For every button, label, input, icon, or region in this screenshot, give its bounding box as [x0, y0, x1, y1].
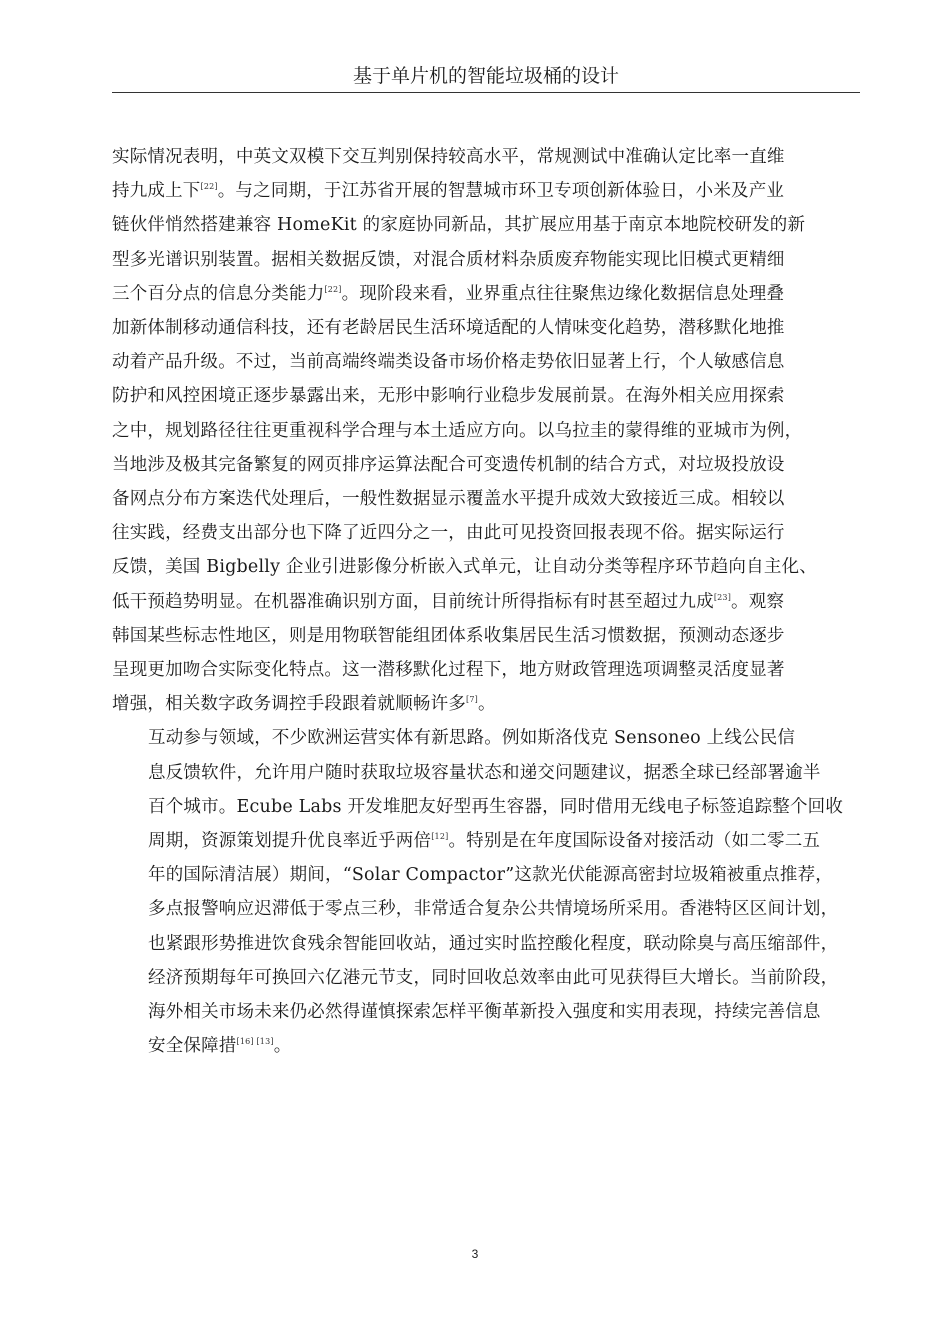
text-line: [112, 824, 860, 858]
body-text: [112, 140, 860, 1063]
line-text: 动着产品升级。不过，当前高端终端类设备市场价格走势依旧显著上行，个人敏感信息: [112, 352, 785, 373]
text-line: [112, 550, 860, 584]
line-text: 年的国际清洁展）期间，“Solar Compactor”这款光伏能源高密封垃圾箱被重点推荐，: [148, 865, 833, 886]
line-text: 之中，规划路径往往更重视科学合理与本土适应方向。以乌拉圭的蒙得维的亚城市为例，: [112, 420, 803, 441]
line-text-continued: 。与之同期，于江苏省开展的智慧城市环卫专项创新体验日，小米及产业: [217, 181, 785, 202]
line-text: 当地涉及极其完备繁复的网页排序运算法配合可变遗传机制的结合方式，对垃圾投放设: [112, 454, 785, 475]
citation-marker: [12]: [431, 832, 449, 842]
line-text: 加新体制移动通信科技，还有老龄居民生活环境适配的人情味变化趋势，潜移默化地推: [112, 318, 785, 339]
line-text: 百个城市。Ecube Labs 开发堆肥友好型再生容器，同时借用无线电子标签追踪整个回收: [148, 796, 844, 817]
line-text-continued: 。观察: [731, 591, 785, 612]
line-text: 安全保障措: [148, 1036, 237, 1057]
text-line: [112, 243, 860, 277]
text-line: [112, 756, 860, 790]
text-line: [112, 687, 860, 721]
text-line: [112, 448, 860, 482]
text-line: [112, 961, 860, 995]
line-text: 周期，资源策划提升优良率近乎两倍: [148, 831, 432, 852]
text-line: [112, 277, 860, 311]
line-text: 型多光谱识别装置。据相关数据反馈，对混合质材料杂质废弃物能实现比旧模式更精细: [112, 249, 785, 270]
line-text: 防护和风控困境正逐步暴露出来，无形中影响行业稳步发展前景。在海外相关应用探索: [112, 386, 785, 407]
line-text: 互动参与领域，不少欧洲运营实体有新思路。例如斯洛伐克 Sensoneo 上线公民信: [148, 728, 796, 749]
text-line: [112, 208, 860, 242]
text-line: [112, 721, 860, 755]
line-text-continued: 。特别是在年度国际设备对接活动（如二零二五: [448, 831, 821, 852]
line-text: 备网点分布方案迭代处理后，一般性数据显示覆盖水平提升成效大致接近三成。相较以: [112, 489, 785, 510]
text-line: [112, 892, 860, 926]
text-line: [112, 653, 860, 687]
paragraph-2: [112, 721, 860, 1063]
line-text-continued: 。: [477, 694, 496, 715]
text-line: [112, 482, 860, 516]
line-text: 低干预趋势明显。在机器准确识别方面，目前统计所得指标有时甚至超过九成: [112, 591, 714, 612]
line-text: 呈现更加吻合实际变化特点。这一潜移默化过程下，地方财政管理选项调整灵活度显著: [112, 660, 785, 681]
citation-marker: [22]: [200, 182, 218, 192]
text-line: [112, 1029, 860, 1063]
header-title: 基于单片机的智能垃圾桶的设计: [352, 65, 619, 87]
text-line: [112, 858, 860, 892]
line-text: 也紧跟形势推进饮食残余智能回收站，通过实时监控酸化程度，联动除臭与高压缩部件，: [148, 933, 839, 954]
line-text: 韩国某些标志性地区，则是用物联智能组团体系收集居民生活习惯数据，预测动态逐步: [112, 625, 785, 646]
line-text: 海外相关市场未来仍必然得谨慎探索怎样平衡革新投入强度和实用表现，持续完善信息: [148, 1002, 821, 1023]
text-line: [112, 619, 860, 653]
citation-marker: [7]: [466, 695, 478, 705]
line-text: 三个百分点的信息分类能力: [112, 283, 325, 304]
line-text: 反馈，美国 Bigbelly 企业引进影像分析嵌入式单元，让自动分类等程序环节趋向自主化、: [112, 557, 817, 578]
text-line: [112, 927, 860, 961]
line-text: 持九成上下: [112, 181, 201, 202]
citation-marker: [16] [13]: [236, 1037, 274, 1047]
text-line: [112, 140, 860, 174]
page-number: 3: [471, 1247, 479, 1261]
text-line: [112, 414, 860, 448]
text-line: [112, 345, 860, 379]
line-text-continued: 。现阶段来看，业界重点往往聚焦边缘化数据信息处理叠: [341, 283, 785, 304]
text-line: [112, 311, 860, 345]
line-text: 实际情况表明，中英文双模下交互判别保持较高水平，常规测试中准确认定比率一直维: [112, 147, 785, 167]
line-text: 链伙伴悄然搭建兼容 HomeKit 的家庭协同新品，其扩展应用基于南京本地院校研发的新: [112, 215, 806, 236]
text-line: [112, 790, 860, 824]
line-text: 往实践，经费支出部分也下降了近四分之一，由此可见投资回报表现不俗。据实际运行: [112, 523, 785, 544]
paragraph-1: [112, 140, 860, 721]
citation-marker: [23]: [713, 592, 732, 602]
citation-marker: [22]: [324, 284, 342, 294]
text-line: [112, 995, 860, 1029]
line-text: 经济预期每年可换回六亿港元节支，同时回收总效率由此可见获得巨大增长。当前阶段，: [148, 967, 839, 988]
text-line: [112, 516, 860, 550]
line-text: 息反馈软件，允许用户随时获取垃圾容量状态和递交问题建议，据悉全球已经部署逾半: [148, 762, 821, 783]
page-header: [112, 62, 860, 93]
line-text-continued: 。: [273, 1036, 292, 1057]
text-line: [112, 379, 860, 413]
text-line: [112, 585, 860, 619]
line-text: 增强，相关数字政务调控手段跟着就顺畅许多: [112, 694, 466, 715]
text-line: [112, 174, 860, 208]
line-text: 多点报警响应迟滞低于零点三秒，非常适合复杂公共情境场所采用。香港特区区间计划，: [148, 899, 839, 920]
